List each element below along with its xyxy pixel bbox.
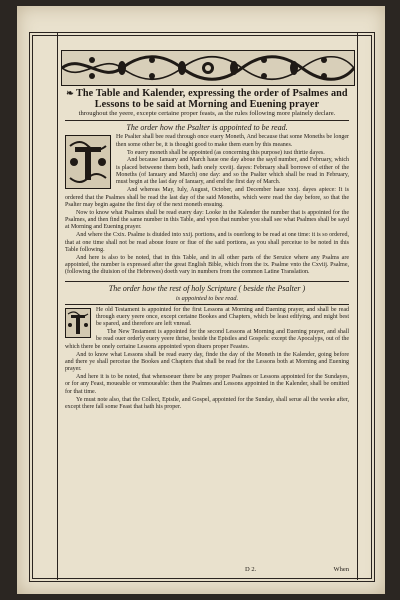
signature-mark: D 2. xyxy=(245,566,257,573)
page-footer xyxy=(65,566,349,574)
section-heading-psalter: The order how the Psalter is appointed to be read. xyxy=(65,120,349,132)
book-page xyxy=(17,6,385,594)
page-title: ❧ The Table and Kalender, expressing the order of Psalmes and Lessons to be said at Morning and Euening prayer xyxy=(66,88,348,110)
paragraph: And where the Cxix. Psalme is diuided into xxij. portions, and is ouerlong to be read at one time: it is so ordered, that at one time shall not be read aboue foure or fiue of the said portions, as you shall perceiue to be noted in this Table following. xyxy=(65,232,349,253)
paragraph: Ye must note also, that the Collect, Epistle, and Gospel, appointed for the Sunday, shall serue all the weeke after, except there fall some Feast that hath his proper. xyxy=(65,396,349,410)
manicule-flourish-icon: ❧ xyxy=(66,88,74,98)
page-subtitle: throughout the yeere, excepte certaine proper feasts, as the rules following more plainely declare. xyxy=(78,110,336,117)
floral-headpiece-icon xyxy=(61,50,355,86)
margin-rule-right xyxy=(357,32,358,580)
paragraph: He old Testament is appointed for the first Lessons at Morning and Euening prayer, and shall be read through euery yeere once, except certaine Bookes and Chapters, which be least edifying, and might best be spared, and therefore are left vnread. xyxy=(96,306,349,328)
catchword: When xyxy=(333,566,349,573)
paragraph: And whereas May, Iuly, August, October, and December haue xxxj. dayes apiece: It is ordered that the Psalmes shall be read the last day of the said Moneths, which were read the day before, so that the Psalter may begin againe the first day of the next moneth ensuing. xyxy=(65,187,349,208)
paragraph: To euery moneth shall be appointed (as concerning this purpose) iust thirtie dayes. xyxy=(127,149,325,156)
section-heading-scripture: The order how the rest of holy Scripture ( beside the Psalter ) xyxy=(65,281,349,293)
paragraph: And because Ianuary and March haue one day aboue the sayd number, and February, which is placed betweene them both, hath onely xxviij. dayes: February shall borrowe of either of the Moneths (of Ianuary and March) one day: and so the Psalter which shall be read in February, must begin at the last day of Ianuary, and end the first day of March. xyxy=(116,157,349,186)
paragraph: The New Testament is appointed for the second Lessons at Morning and Euening prayer, and shall be read ouer orderly euery yeere thrise, beside the Epistles and Gospels: except the Apocalyps, out of the which there be onely certaine Lessons appointed vpon diuers proper Feastes. xyxy=(65,329,349,350)
paragraph: And here is also to be noted, that in this Table, and in all other parts of the Seruice where any Psalms are appointed, the number is expressed after the great English Bible, which from the ix. Psalme vnto the Cxviij. Psalme, (following the diuision of the Hebrewes) doeth vary in numbers from the common Latine Translation. xyxy=(65,254,349,276)
paragraph: Now to know what Psalmes shall be read euery day: Looke in the Kalender the number that is appointed for the Psalmes, and then find the same number in this Table, and vpon that number you shall see what Psalmes shall be sayd at Morning and Euening prayer. xyxy=(65,209,349,231)
margin-rule-left xyxy=(57,32,58,580)
paragraph: He Psalter shall bee read through once euery Moneth, And because that some Moneths be longer then some other be, it is thought good to make them euen by this meanes. xyxy=(116,134,349,148)
section-subheading: is appointed to bee read. xyxy=(65,295,349,305)
page-text xyxy=(65,88,349,412)
paragraph: And to know what Lessons shall be read euery day, finde the day of the Moneth in the Kalender, going before and there ye shall perceiue the Bookes and Chapters that shall be read for the Lessons both at Morning and Euening prayer. xyxy=(65,351,349,373)
paragraph: And here it is to be noted, that whensoeuer there be any proper Psalmes or Lessons appointed for the Sundayes, or for any Feast, moueable or vnmoueable: then the Psalmes and Lessons appointed in the Kalender, shall be omitted for that time. xyxy=(65,374,349,395)
initial-t-woodcut-icon xyxy=(65,135,111,189)
initial-t-woodcut-icon xyxy=(65,308,91,338)
